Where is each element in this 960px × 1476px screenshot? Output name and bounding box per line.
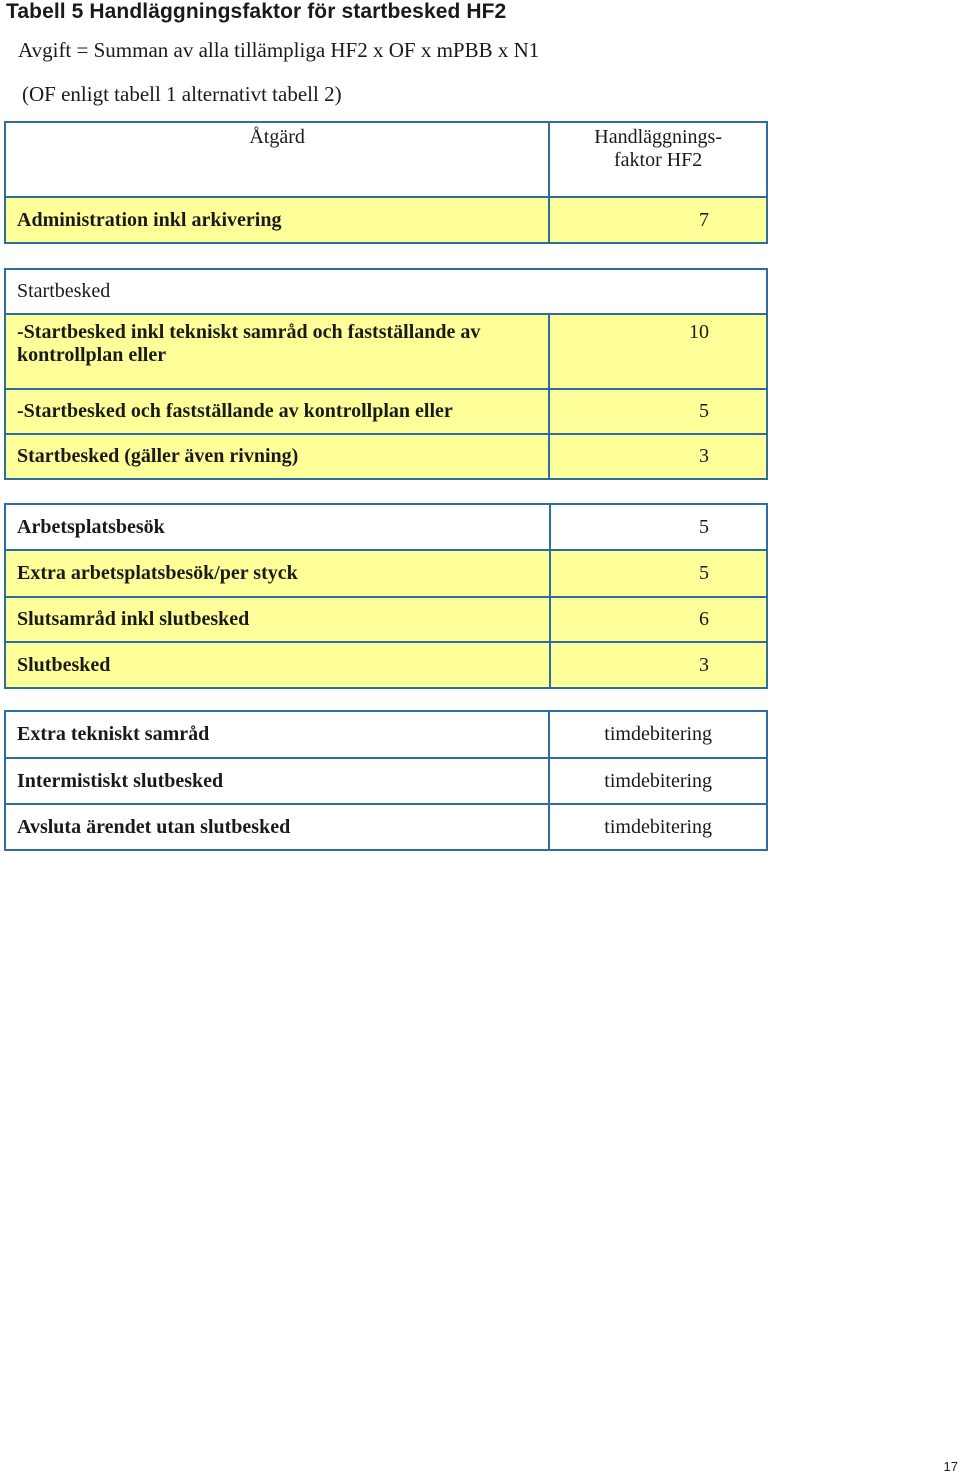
table-row bbox=[5, 197, 767, 243]
table-hourly-block bbox=[4, 710, 768, 851]
group-heading: Startbesked bbox=[5, 269, 767, 314]
table-row bbox=[5, 389, 767, 434]
table-startbesked-block bbox=[4, 268, 768, 480]
row-label-line1: -Startbesked inkl tekniskt samråd och fastställande av bbox=[17, 321, 481, 343]
row-value: 5 bbox=[550, 504, 767, 550]
table-row bbox=[5, 642, 767, 688]
row-value: 7 bbox=[549, 197, 767, 243]
row-label: Slutsamråd inkl slutbesked bbox=[5, 597, 550, 642]
table-header-block bbox=[4, 121, 768, 244]
table-row bbox=[5, 597, 767, 642]
table-row bbox=[5, 434, 767, 479]
table-header-row bbox=[5, 122, 767, 197]
row-label: -Startbesked och fastställande av kontrollplan eller bbox=[5, 389, 549, 434]
column-header-factor-line1: Handläggnings- bbox=[594, 126, 723, 148]
row-label: Intermistiskt slutbesked bbox=[5, 758, 549, 804]
table-row bbox=[5, 804, 767, 850]
table-title: Tabell 5 Handläggningsfaktor för startbesked HF2 bbox=[6, 0, 507, 23]
column-header-action-label: Åtgärd bbox=[249, 126, 305, 148]
row-label: Extra arbetsplatsbesök/per styck bbox=[5, 550, 550, 597]
column-header-factor-line2: faktor HF2 bbox=[613, 149, 703, 171]
row-label bbox=[5, 314, 549, 389]
row-value: 6 bbox=[550, 597, 767, 642]
table-row bbox=[5, 314, 767, 389]
row-label: Startbesked (gäller även rivning) bbox=[5, 434, 549, 479]
column-header-action bbox=[5, 122, 549, 197]
table-site-block bbox=[4, 503, 768, 689]
row-label: Avsluta ärendet utan slutbesked bbox=[5, 804, 549, 850]
table-row bbox=[5, 711, 767, 758]
row-label: Extra tekniskt samråd bbox=[5, 711, 549, 758]
row-value: timdebitering bbox=[549, 758, 767, 804]
row-value: timdebitering bbox=[549, 804, 767, 850]
column-header-factor bbox=[549, 122, 767, 197]
row-label: Arbetsplatsbesök bbox=[5, 504, 550, 550]
row-value: 5 bbox=[550, 550, 767, 597]
row-value: 10 bbox=[549, 314, 767, 389]
table-row bbox=[5, 504, 767, 550]
row-label: Administration inkl arkivering bbox=[5, 197, 549, 243]
formula-note: (OF enligt tabell 1 alternativt tabell 2) bbox=[22, 82, 342, 106]
row-label: Slutbesked bbox=[5, 642, 550, 688]
fee-formula: Avgift = Summan av alla tillämpliga HF2 x OF x mPBB x N1 bbox=[18, 38, 540, 62]
group-heading-row bbox=[5, 269, 767, 314]
table-row bbox=[5, 550, 767, 597]
row-value: 3 bbox=[550, 642, 767, 688]
row-value: 3 bbox=[549, 434, 767, 479]
table-row bbox=[5, 758, 767, 804]
page-number: 17 bbox=[943, 1459, 958, 1474]
row-value: timdebitering bbox=[549, 711, 767, 758]
row-value: 5 bbox=[549, 389, 767, 434]
row-label-line2: kontrollplan eller bbox=[17, 344, 167, 366]
